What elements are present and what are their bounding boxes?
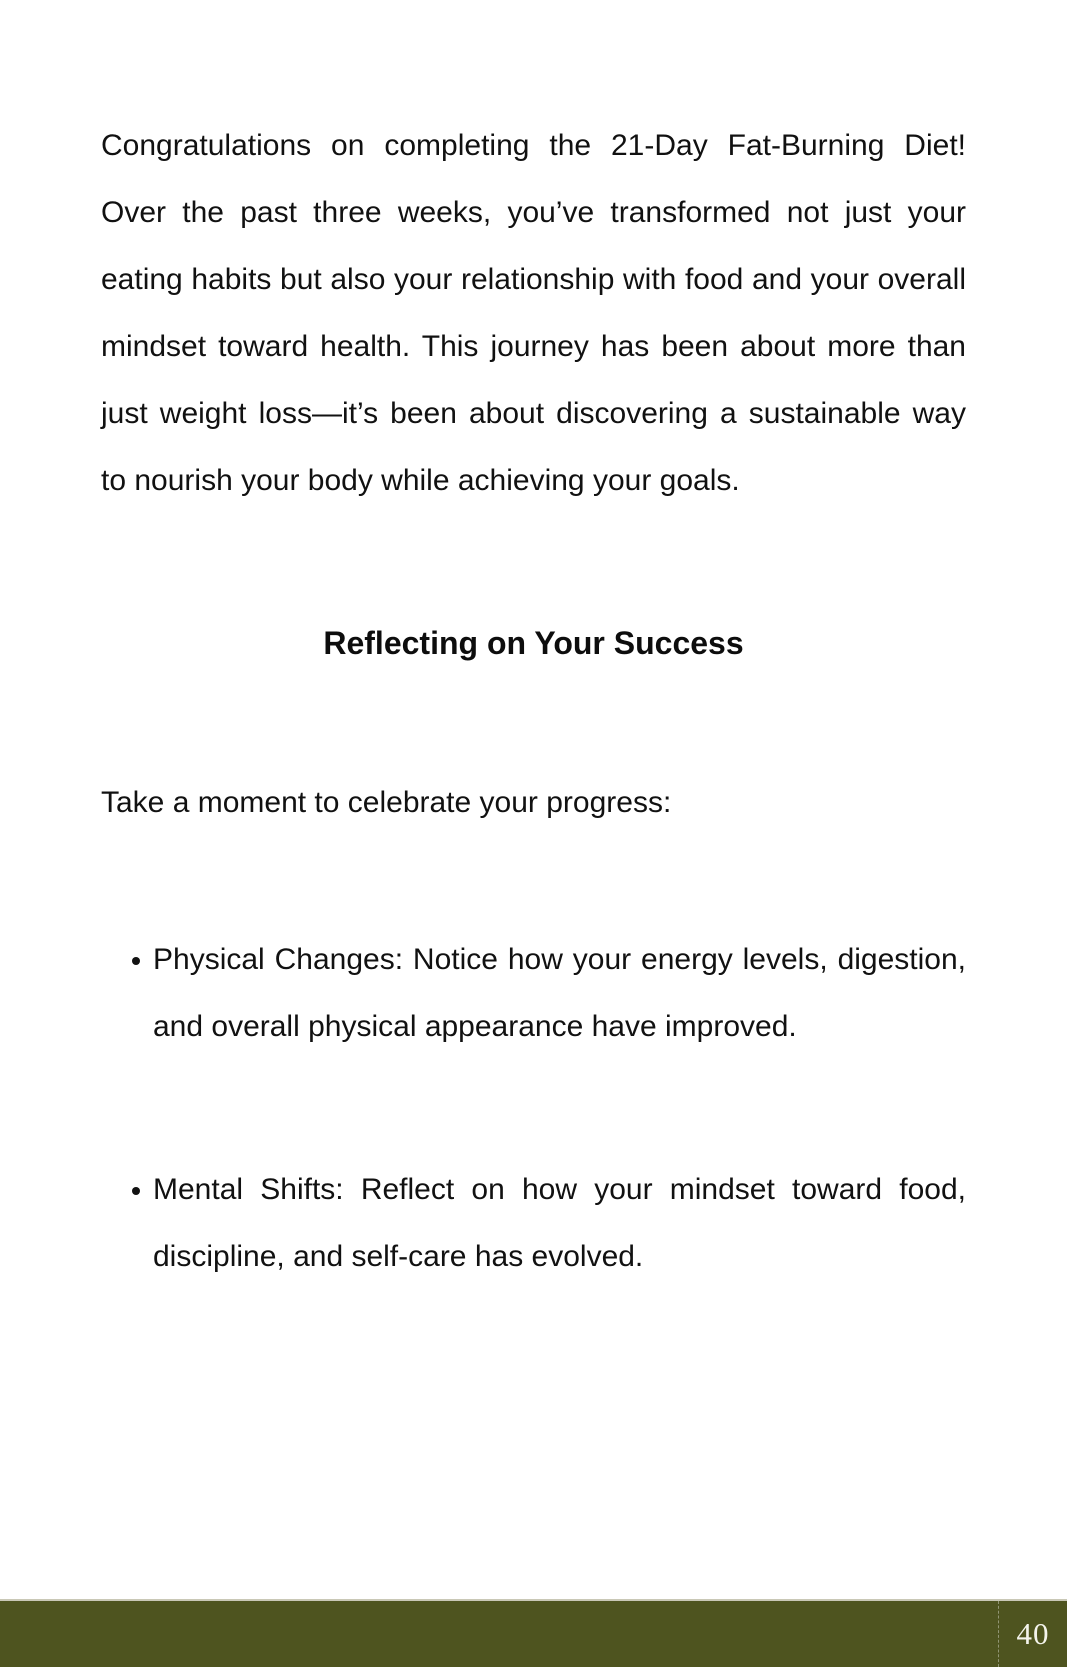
footer-bar: [0, 1599, 1067, 1667]
list-item: [101, 1156, 966, 1290]
intro-paragraph: Congratulations on completing the 21-Day Fat-Burning Diet! Over the past three weeks, you’ve transformed not just your eating habits but also your relationship with food and your overall mindset toward health. This journey has been about more than just weight loss—it’s been about discovering a sustainable way to nourish your body while achieving your goals.: [101, 129, 966, 497]
bullet-text: Physical Changes: Notice how your energy levels, digestion, and overall physical appearance have improved.: [153, 943, 966, 1043]
page-number: 40: [1016, 1616, 1050, 1651]
section-heading: Reflecting on Your Success: [323, 625, 744, 661]
list-item: [101, 926, 966, 1060]
bullet-text: Mental Shifts: Reflect on how your mindset toward food, discipline, and self-care has evolved.: [153, 1173, 966, 1273]
bullet-dot-icon: [132, 957, 140, 965]
lead-line: Take a moment to celebrate your progress:: [101, 786, 672, 819]
bullet-dot-icon: [132, 1187, 140, 1195]
bullet-list: [101, 926, 966, 1290]
